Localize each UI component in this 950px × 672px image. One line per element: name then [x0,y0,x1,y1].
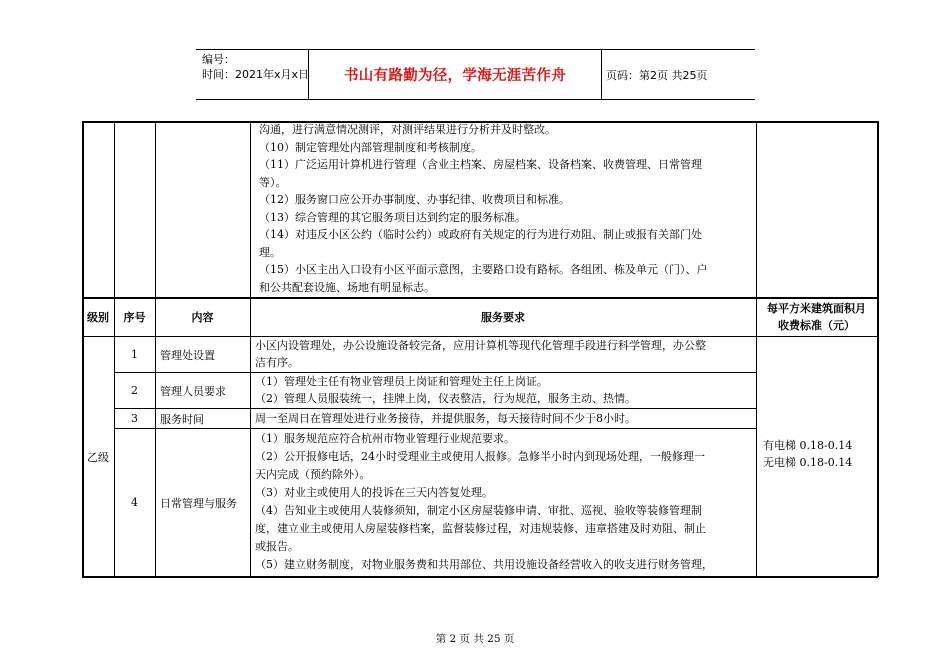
requirement-line: 或报告。 [255,540,299,553]
requirement-line: （12）服务窗口应公开办事制度、办事纪律、收费项目和标准。 [259,193,570,206]
column-header-fee-line: 每平方米建筑面积月 [767,302,866,315]
fee-standard [763,437,875,471]
requirement-line: （2）管理人员服装统一，挂牌上岗，仪表整洁，行为规范，服务主动、热情。 [255,392,636,405]
document-header [196,49,755,100]
column-header-level: 级别 [87,311,109,324]
document-number-label: 编号： [202,53,235,66]
requirement-line: （14）对违反小区公约（临时公约）或政府有关规定的行为进行劝阻、制止或报有关部门处 [259,228,702,241]
column-header-fee [756,298,877,336]
requirement-line: 度，建立业主或使用人房屋装修档案，监督装修过程，对违规装修、违章搭建及时劝阻、制止 [255,522,706,535]
row-seq: 1 [131,348,138,361]
requirement-line: 理。 [259,245,281,259]
header-meta [202,52,309,82]
requirement-line: （4）告知业主或使用人装修须知，制定小区房屋装修申请、审批、巡视、验收等装修管理制 [255,504,702,517]
document-date: 时间：2021年x月x日 [202,68,310,81]
requirement-line: （1）服务规范应符合杭州市物业管理行业规范要求。 [255,432,515,445]
row-content: 管理处设置 [160,348,215,362]
requirement-line: （11）广泛运用计算机进行管理（含业主档案、房屋档案、设备档案、收费管理、日常管理 [259,158,702,171]
page-footer: 第 2 页 共 25 页 [435,633,515,645]
requirement-line: 等）。 [259,175,287,189]
row-seq: 4 [131,496,138,509]
fee-with-elevator: 有电梯 0.18-0.14 [763,439,853,452]
requirement-line: 周一至周日在管理处进行业务接待，并提供服务，每天接待时间不少于8小时。 [255,412,636,425]
requirement-line: （5）建立财务制度，对物业服务费和共用部位、共用设施设备经营收入的收支进行财务管理， [255,558,713,571]
header-page-info: 页码：第2页 共25页 [606,68,708,82]
row-requirement [255,430,755,574]
fee-without-elevator: 无电梯 0.18-0.14 [763,456,853,469]
header-motto: 书山有路勤为径，学海无涯苦作舟 [344,68,566,84]
row-seq: 3 [131,412,138,425]
row-seq: 2 [131,384,138,397]
row-content: 管理人员要求 [160,384,226,398]
requirement-line: 洁有序。 [255,356,299,369]
column-header-fee-line: 收费标准（元） [778,319,855,332]
row-requirement [255,410,755,427]
requirement-line: 天内完成（预约除外）。 [255,468,371,481]
requirement-line: （1）管理处主任有物业管理员上岗证和管理处主任上岗证。 [255,375,548,388]
column-header-requirement: 服务要求 [481,311,525,324]
requirement-line: （15）小区主出入口设有小区平面示意图，主要路口设有路标。各组团、栋及单元（门）、户 [259,263,708,276]
requirement-line: 小区内设管理处，办公设施设备较完备，应用计算机等现代化管理手段进行科学管理，办公整 [255,339,706,352]
requirement-line: （13）综合管理的其它服务项目达到约定的服务标准。 [259,210,526,224]
requirement-line: （2）公开报修电话，24小时受理业主或使用人报修。急修半小时内到现场处理，一般修理一 [255,450,705,463]
header-divider [601,50,602,99]
service-standard-table [82,121,878,577]
row-requirement [255,373,755,407]
requirement-line: 沟通，进行满意情况测评，对测评结果进行分析并及时整改。 [259,123,556,136]
row-requirement [255,337,755,371]
row-content: 服务时间 [160,412,204,426]
column-header-content: 内容 [191,311,214,324]
requirement-line: （10）制定管理处内部管理制度和考核制度。 [259,140,482,154]
top-block-requirements [259,121,754,296]
level-cell: 乙级 [87,450,109,464]
row-content: 日常管理与服务 [160,496,237,510]
requirement-line: 和公共配套设施、场地有明显标志。 [259,280,435,294]
requirement-line: （3）对业主或使用人的投诉在三天内答复处理。 [255,486,493,499]
column-header-seq: 序号 [123,311,146,324]
